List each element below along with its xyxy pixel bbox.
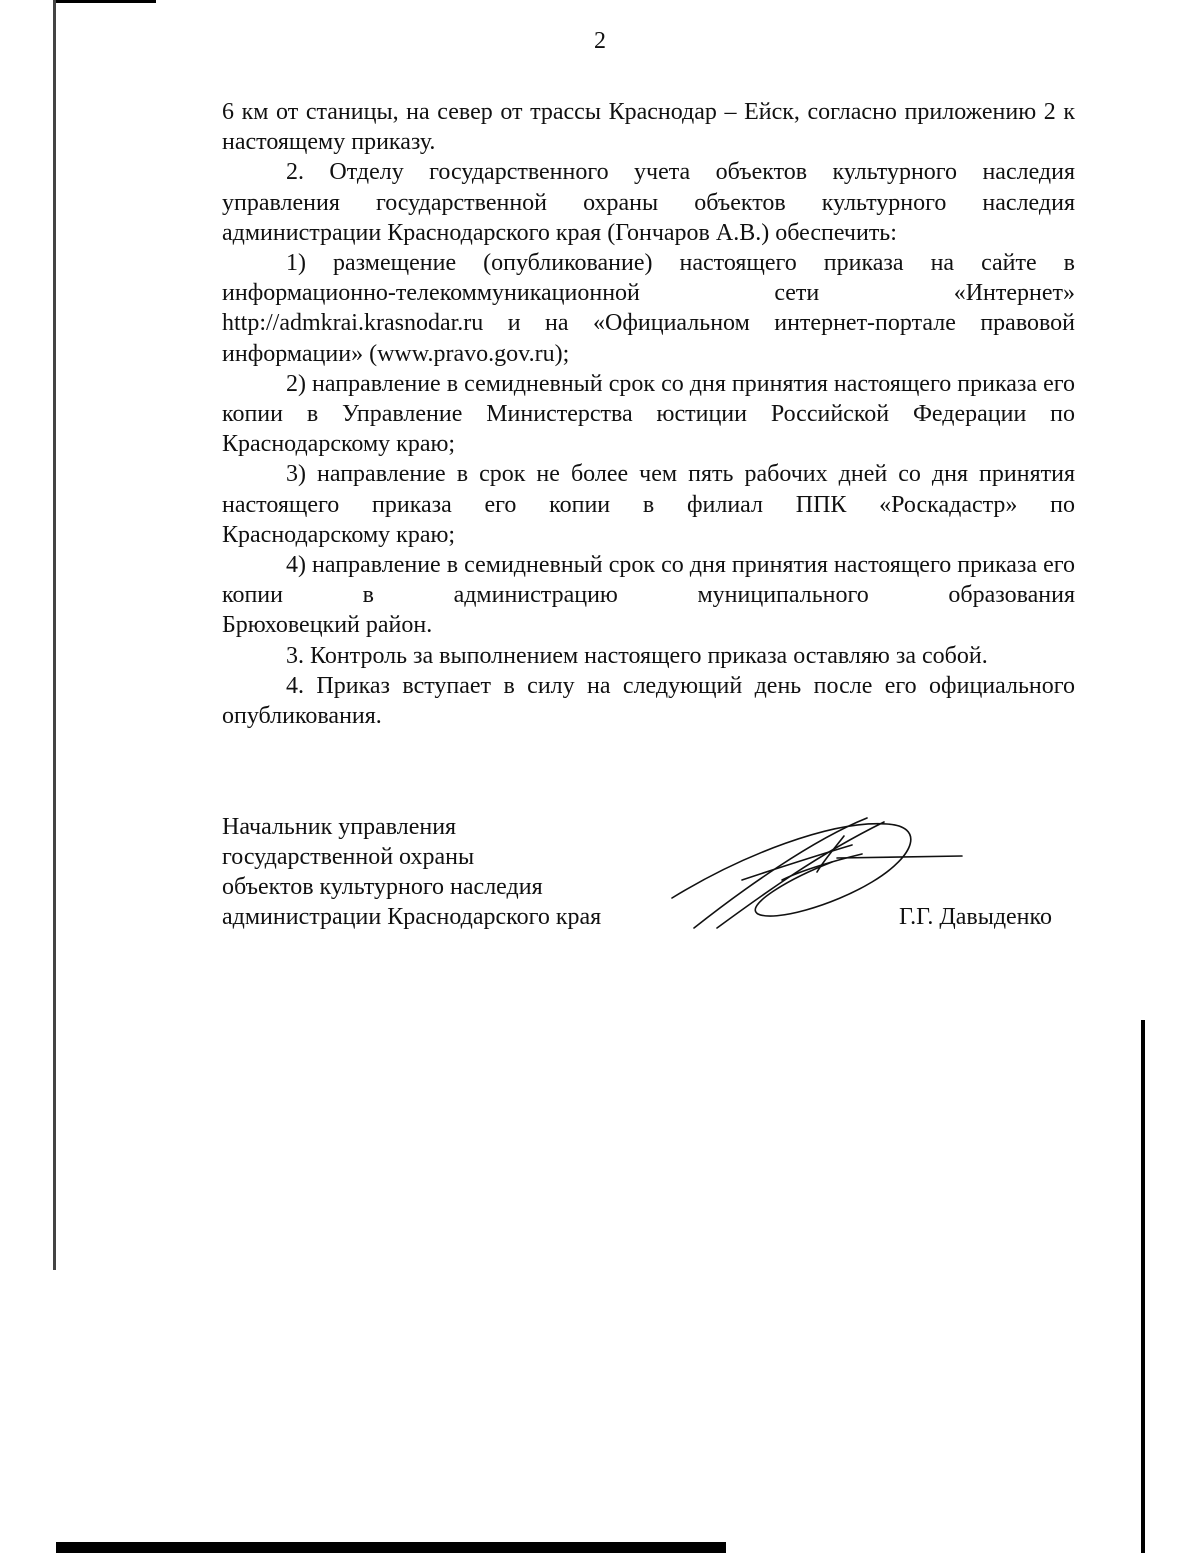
paragraph-subitem-4-last-line: Брюховецкий район. bbox=[222, 612, 433, 639]
signer-name: Г.Г. Давыденко bbox=[899, 904, 1052, 930]
signer-position bbox=[222, 812, 601, 932]
paragraph-item-3: 3. Контроль за выполнением настоящего приказа оставляю за собой. bbox=[286, 642, 988, 669]
document-body bbox=[222, 97, 1075, 731]
page-number: 2 bbox=[594, 28, 606, 54]
paragraph-subitem-4 bbox=[222, 550, 1075, 641]
paragraph-subitem-1: 1) размещение (опубликование) настоящего приказа на сайте в информационно-телекоммуникационной сети «Интернет» http://admkrai.krasnodar.ru и на «Официальном интернет-портале правовой информации» (www.pravo.gov.ru); bbox=[222, 250, 1075, 367]
scan-edge-top bbox=[56, 0, 156, 3]
paragraph-subitem-3-last-line: Краснодарскому краю; bbox=[222, 521, 456, 548]
signer-position-line: объектов культурного наследия bbox=[222, 874, 543, 900]
paragraph-subitem-2: 2) направление в семидневный срок со дня принятия настоящего приказа его копии в Управление Министерства юстиции Российской Федерации по Краснодарскому краю; bbox=[222, 370, 1075, 458]
scan-edge-left bbox=[53, 0, 56, 1270]
scan-edge-right bbox=[1141, 1020, 1145, 1553]
signer-position-line: государственной охраны bbox=[222, 844, 475, 870]
paragraph-item-4: 4. Приказ вступает в силу на следующий день после его официального опубликования. bbox=[222, 672, 1075, 730]
paragraph-item-2: 2. Отделу государственного учета объектов культурного наследия управления государственной охраны объектов культурного наследия администрации Краснодарского края (Гончаров А.В.) обеспечить: bbox=[222, 159, 1075, 246]
paragraph-continuation: 6 км от станицы, на север от трассы Краснодар – Ейск, согласно приложению 2 к настоящему приказу. bbox=[222, 99, 1075, 156]
signer-position-line: администрации Краснодарского края bbox=[222, 904, 602, 930]
paragraph-subitem-3-text: 3) направление в срок не более чем пять рабочих дней со дня принятия настоящего приказа его копии в филиал ППК «Роскадастр» по bbox=[222, 461, 1075, 518]
scan-edge-bottom bbox=[56, 1542, 726, 1553]
signer-position-line: Начальник управления bbox=[222, 814, 457, 840]
paragraph-subitem-3 bbox=[222, 459, 1075, 550]
paragraph-subitem-4-text: 4) направление в семидневный срок со дня принятия настоящего приказа его копии в администрацию муниципального образования bbox=[222, 552, 1075, 609]
